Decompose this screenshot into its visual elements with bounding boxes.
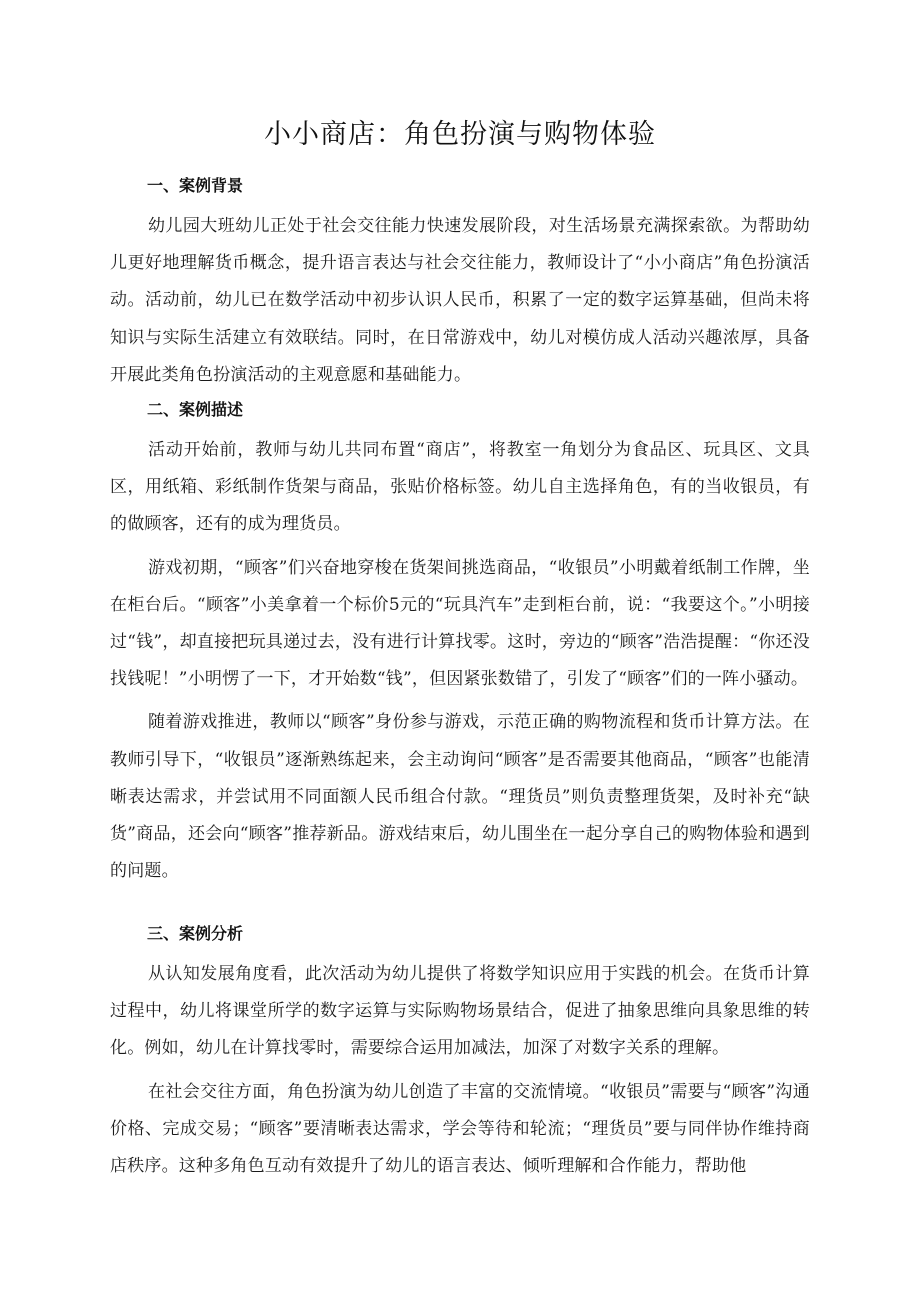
page-title: 小小商店：角色扮演与购物体验	[264, 119, 656, 150]
paragraph: 从认知发展角度看，此次活动为幼儿提供了将数学知识应用于实践的机会。在货币计算过程中，幼儿将课堂所学的数字运算与实际购物场景结合，促进了抽象思维向具象思维的转化。例如，幼儿在计算找零时，需要综合运用加减法，加深了对数字关系的理解。	[110, 964, 810, 1059]
paragraph: 活动开始前，教师与幼儿共同布置“商店”，将教室一角划分为食品区、玩具区、文具区，用纸箱、彩纸制作货架与商品，张贴价格标签。幼儿自主选择角色，有的当收银员，有的做顾客，还有的成为理货员。	[110, 440, 810, 535]
section-heading: 一、案例背景	[147, 176, 244, 195]
section-description	[110, 398, 810, 890]
paragraph: 游戏初期，“顾客”们兴奋地穿梭在货架间挑选商品，“收银员”小明戴着纸制工作牌，坐在柜台后。“顾客”小美拿着一个标价5元的“玩具汽车”走到柜台前，说：“我要这个。”小明接过“钱”，却直接把玩具递过去，没有进行计算找零。这时，旁边的“顾客”浩浩提醒：“你还没找钱呢！”小明愣了一下，才开始数“钱”，但因紧张数错了，引发了“顾客”们的一阵小骚动。	[110, 557, 810, 690]
paragraph: 幼儿园大班幼儿正处于社会交往能力快速发展阶段，对生活场景充满探索欲。为帮助幼儿更好地理解货币概念，提升语言表达与社会交往能力，教师设计了“小小商店”角色扮演活动。活动前，幼儿已在数学活动中初步认识人民币，积累了一定的数字运算基础，但尚未将知识与实际生活建立有效联结。同时，在日常游戏中，幼儿对模仿成人活动兴趣浓厚，具备开展此类角色扮演活动的主观意愿和基础能力。	[110, 216, 810, 385]
section-analysis	[110, 922, 810, 1185]
paragraph: 在社会交往方面，角色扮演为幼儿创造了丰富的交流情境。“收银员”需要与“顾客”沟通价格、完成交易；“顾客”要清晰表达需求，学会等待和轮流；“理货员”要与同伴协作维持商店秩序。这种多角色互动有效提升了幼儿的语言表达、倾听理解和合作能力，帮助他	[110, 1081, 810, 1177]
section-heading: 三、案例分析	[147, 924, 244, 943]
section-heading: 二、案例描述	[147, 400, 244, 419]
paragraph: 随着游戏推进，教师以“顾客”身份参与游戏，示范正确的购物流程和货币计算方法。在教师引导下，“收银员”逐渐熟练起来，会主动询问“顾客”是否需要其他商品，“顾客”也能清晰表达需求，并尝试用不同面额人民币组合付款。“理货员”则负责整理货架，及时补充“缺货”商品，还会向“顾客”推荐新品。游戏结束后，幼儿围坐在一起分享自己的购物体验和遇到的问题。	[110, 712, 810, 882]
section-background	[110, 174, 810, 394]
